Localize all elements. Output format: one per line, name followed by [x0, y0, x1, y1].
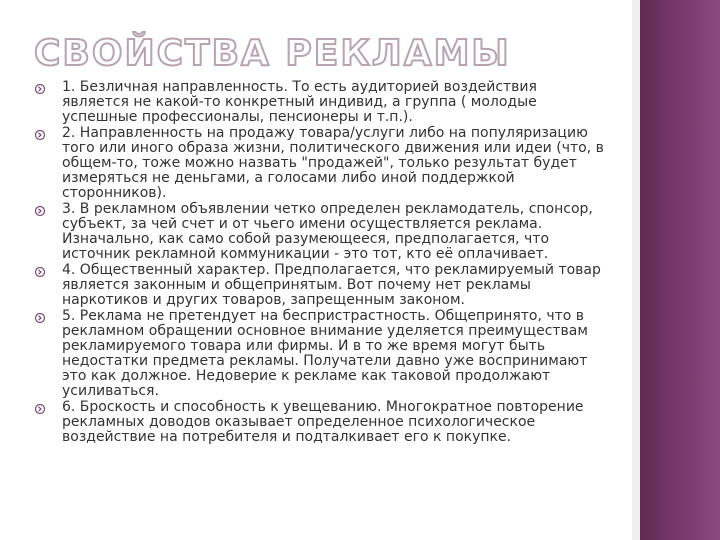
list-item-text: 1. Безличная направленность. То есть аудиторией воздействия является не какой-то конкретный индивид, а группа ( молодые успешные профессионалы, пенсионеры и т.п.). — [62, 79, 537, 125]
list-item — [34, 126, 604, 201]
bullet-icon — [34, 266, 62, 280]
list-item-text: 2. Направленность на продажу товара/услуги либо на популяризацию того или иного образа жизни, политического движения или идеи (что, в общем-то, тоже можно назвать "продажей", только результат будет измеряться не деньгами, а голосами либо иной поддержкой сторонников). — [62, 125, 604, 201]
list-item — [34, 309, 604, 399]
list-item-text: 3. В рекламном объявлении четко определен рекламодатель, спонсор, субъект, за чей счет и от чьего имени осуществляется реклама. Изначально, как само собой разумеющееся, предполагается, что источник рекламной коммуникации - это тот, кто её оплачивает. — [62, 201, 593, 262]
bullet-icon — [34, 312, 62, 326]
slide-title: СВОЙСТВА РЕКЛАМЫ — [34, 33, 511, 74]
bullet-icon — [34, 403, 62, 417]
list-item — [34, 263, 604, 308]
list-item — [34, 400, 604, 445]
list-item — [34, 202, 604, 262]
list-item-text: 4. Общественный характер. Предполагается, что рекламируемый товар является законным и общепринятым. Вот почему нет рекламы наркотиков и других товаров, запрещенным законом. — [62, 262, 601, 308]
list-item — [34, 80, 604, 125]
list-item-text: 5. Реклама не претендует на беспристрастность. Общепринято, что в рекламном обращении основное внимание уделяется преимуществам рекламируемого товара или фирмы. И в то же время могут быть недостатки предмета рекламы. Получатели давно уже воспринимают это как должное. Недоверие к рекламе как таковой продолжают усиливаться. — [62, 308, 588, 399]
bullet-list — [34, 80, 604, 446]
bullet-icon — [34, 205, 62, 219]
bullet-icon — [34, 83, 62, 97]
side-decoration-bar — [640, 0, 720, 540]
bullet-icon — [34, 129, 62, 143]
side-divider — [632, 0, 640, 540]
list-item-text: 6. Броскость и способность к увещеванию. Многократное повторение рекламных доводов оказывает определенное психологическое воздействие на потребителя и подталкивает его к покупке. — [62, 399, 584, 445]
